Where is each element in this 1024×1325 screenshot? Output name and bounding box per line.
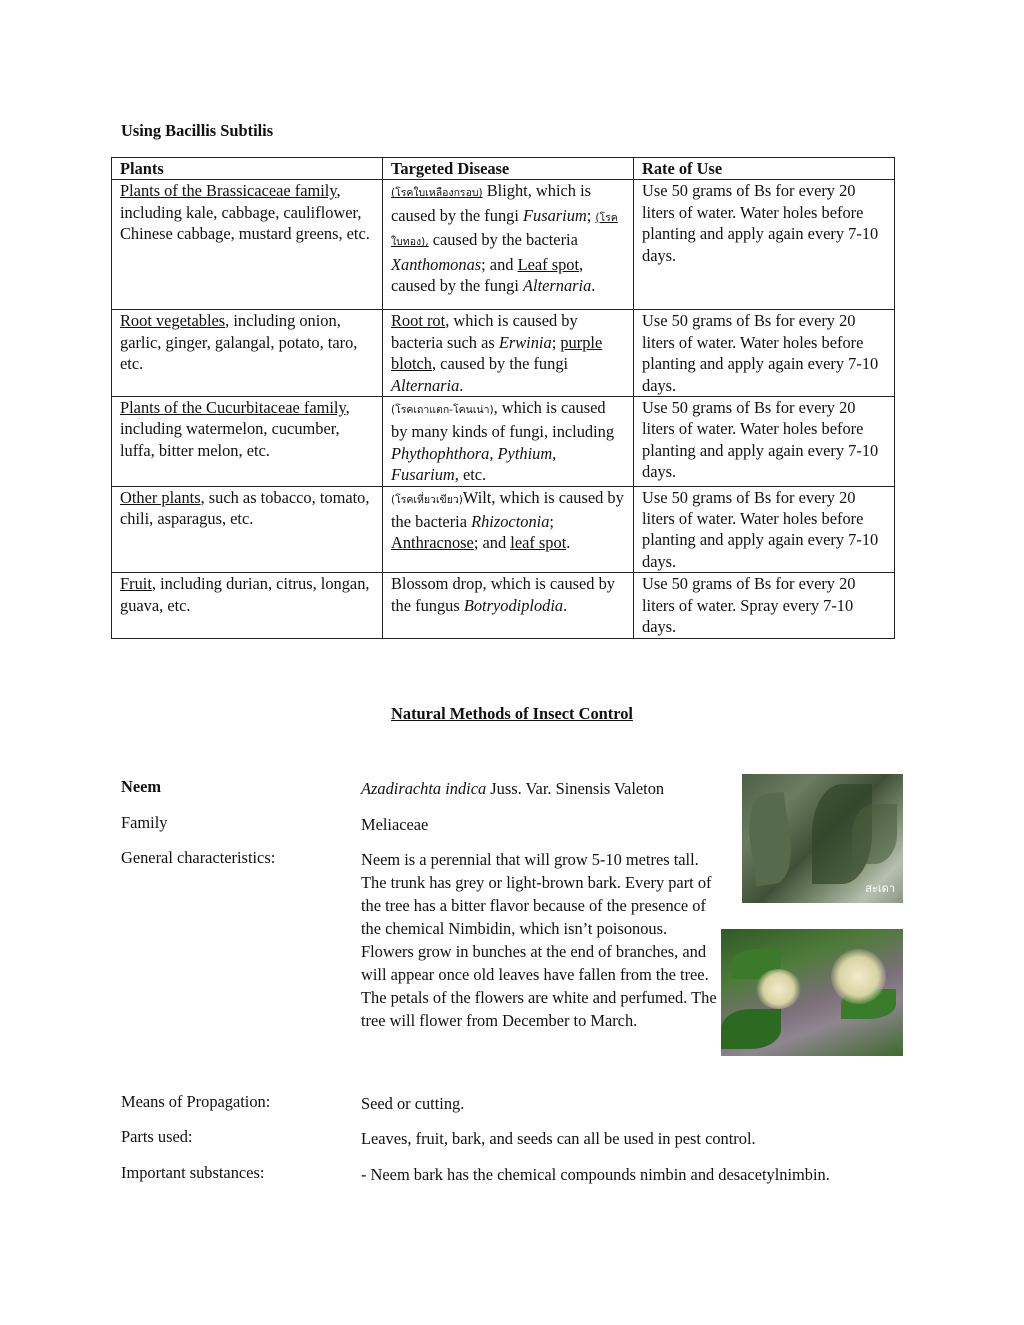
table-row: [112, 486, 895, 573]
thai-disease-name: (โรคใบทอง),: [391, 211, 618, 249]
disease-name: Leaf spot: [517, 254, 580, 274]
plant-group: Plants of the Cucurbitaceae family: [120, 398, 346, 418]
neem-scientific-name: [361, 777, 664, 800]
disease-text: , caused by the fungi: [431, 354, 569, 374]
table-header-row: [112, 158, 895, 180]
disease-name: Root rot: [391, 311, 446, 331]
plant-examples: , including watermelon, cucumber, luffa, bitter melon, etc.: [120, 398, 350, 460]
plant-group: Plants of the Brassicaceae family: [120, 181, 337, 201]
section-title-insect-control: Natural Methods of Insect Control: [391, 704, 633, 723]
important-substances-value: - Neem bark has the chemical compounds nimbin and desacetylnimbin.: [361, 1165, 830, 1184]
disease-text: , etc.: [454, 465, 487, 485]
flower-cluster: [831, 949, 886, 1004]
table-row: [112, 180, 895, 310]
thai-disease-name: (โรคเหี่ยวเขียว): [391, 493, 463, 506]
general-characteristics-label: General characteristics:: [121, 848, 276, 867]
bacillus-usage-table: [111, 157, 895, 639]
disease-name: leaf spot: [510, 533, 567, 553]
plant-examples: , including kale, cabbage, cauliflower, Chinese cabbage, mustard greens, etc.: [120, 181, 370, 244]
cell-plants: [112, 180, 383, 310]
pathogen-name: Erwinia: [498, 332, 552, 352]
important-substances-label: Important substances:: [121, 1163, 265, 1182]
general-characteristics-value: Neem is a perennial that will grow 5-10 metres tall. The trunk has grey or light-brown bark. Every part of the tree has a bitter flavor because of the presence of the chemical Nimbidin, which isn’t poisonous. Flowers grow in bunches at the end of branches, and will appear once old leaves have fallen from the tree. The petals of the flowers are white and perfumed. The tree will flower from December to March.: [361, 850, 717, 1030]
plant-group: Root vegetables: [120, 311, 226, 331]
header-rate-of-use: Rate of Use: [634, 158, 895, 180]
disease-text: Blight, which is caused by the fungi: [391, 181, 592, 225]
cell-plants: [112, 310, 383, 397]
disease-text: ; and: [473, 533, 511, 553]
plant-group: Fruit: [120, 574, 152, 594]
disease-text: ;: [549, 512, 554, 532]
pathogen-name: Alternaria: [391, 375, 460, 395]
disease-text: .: [591, 276, 596, 296]
leaf-shape: [721, 1009, 781, 1049]
scientific-name-italic: Azadirachta indica: [361, 779, 487, 798]
thai-disease-name: (โรคเถาแตก-โคนเน่า): [391, 404, 494, 417]
disease-name: Anthracnose: [391, 533, 474, 553]
parts-used-label: Parts used:: [121, 1127, 193, 1146]
pathogen-name: Alternaria: [523, 276, 592, 296]
plant-examples: , including onion, garlic, ginger, galangal, potato, taro, etc.: [120, 311, 358, 374]
disease-text: , caused by the fungi: [391, 254, 584, 296]
pathogen-name: Xanthomonas: [391, 254, 482, 274]
family-label: Family: [121, 813, 168, 832]
cell-disease: [383, 573, 634, 638]
plant-group: Other plants: [120, 487, 201, 507]
flower-cluster: [756, 969, 801, 1009]
cell-rate: Use 50 grams of Bs for every 20 liters of water. Water holes before planting and apply again every 7-10 days.: [634, 486, 895, 573]
disease-text: Blossom drop, which is caused by the fungus: [391, 574, 615, 615]
cell-plants: [112, 486, 383, 573]
cell-rate: Use 50 grams of Bs for every 20 liters of water. Water holes before planting and apply again every 7-10 days.: [634, 397, 895, 487]
leaf-shape: [744, 792, 796, 887]
disease-text: caused by the bacteria: [428, 230, 578, 250]
leaf-shape: [852, 804, 897, 864]
disease-text: .: [566, 533, 571, 553]
neem-label: Neem: [121, 777, 162, 796]
propagation-value: Seed or cutting.: [361, 1094, 465, 1113]
disease-text: Wilt, which is caused by the bacteria: [391, 487, 624, 532]
scientific-name-rest: Juss. Var. Sinensis Valeton: [486, 779, 665, 798]
disease-text: ;: [551, 332, 561, 352]
pathogen-name: Phythophthora, Pythium, Fusarium: [391, 443, 557, 485]
cell-disease: [383, 310, 634, 397]
cell-disease: [383, 180, 634, 310]
table-row: [112, 397, 895, 487]
pathogen-name: Fusarium: [523, 205, 587, 225]
disease-text: .: [563, 595, 568, 615]
propagation-label: Means of Propagation:: [121, 1092, 271, 1111]
header-plants: Plants: [112, 158, 383, 180]
disease-text: , which is caused by many kinds of fungi, including: [391, 398, 615, 442]
cell-disease: [383, 397, 634, 487]
pathogen-name: Rhizoctonia: [471, 512, 550, 532]
plant-examples: , including durian, citrus, longan, guava, etc.: [120, 574, 370, 615]
cell-rate: Use 50 grams of Bs for every 20 liters of water. Water holes before planting and apply again every 7-10 days.: [634, 310, 895, 397]
cell-rate: Use 50 grams of Bs for every 20 liters of water. Spray every 7-10 days.: [634, 573, 895, 638]
cell-plants: [112, 573, 383, 638]
disease-text: ;: [586, 205, 596, 225]
neem-leaves-photo: [742, 774, 903, 903]
pathogen-name: Botryodiplodia: [463, 595, 564, 615]
section-title-bacillus: Using Bacillis Subtilis: [121, 121, 274, 140]
table-row: [112, 573, 895, 638]
header-targeted-disease: Targeted Disease: [383, 158, 634, 180]
neem-flowers-photo: [721, 929, 903, 1056]
thai-disease-name: (โรคใบเหลืองกรอบ): [391, 187, 483, 200]
parts-used-value: Leaves, fruit, bark, and seeds can all be used in pest control.: [361, 1129, 756, 1148]
table-row: [112, 310, 895, 397]
cell-disease: [383, 486, 634, 573]
disease-text: ; and: [481, 254, 518, 274]
disease-name: purple blotch: [391, 332, 603, 374]
family-value: Meliaceae: [361, 815, 429, 834]
photo-caption-thai: สะเดา: [865, 882, 895, 895]
disease-text: , which is caused by bacteria such as: [391, 311, 578, 352]
disease-text: .: [459, 375, 464, 395]
cell-rate: Use 50 grams of Bs for every 20 liters of water. Water holes before planting and apply again every 7-10 days.: [634, 180, 895, 310]
cell-plants: [112, 397, 383, 487]
plant-examples: , such as tobacco, tomato, chili, asparagus, etc.: [120, 487, 370, 529]
